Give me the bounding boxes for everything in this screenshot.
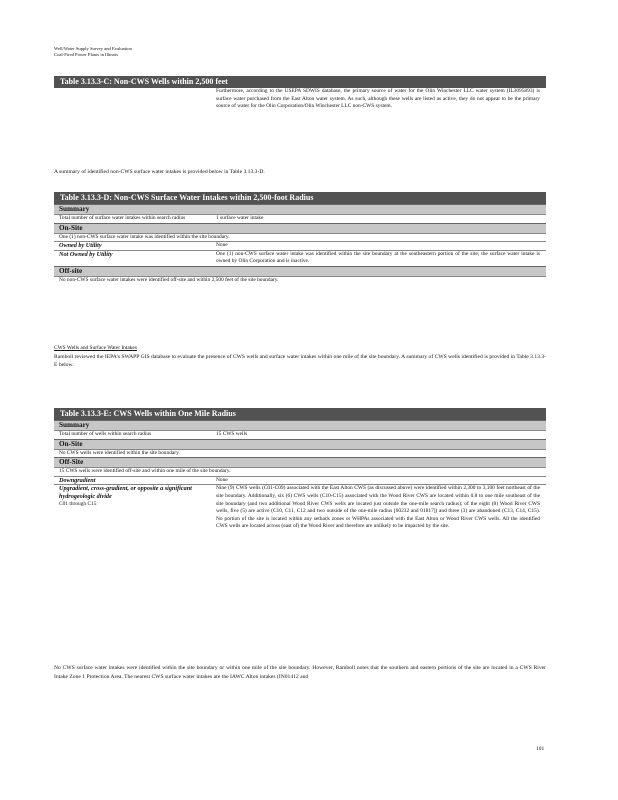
running-header xyxy=(54,46,254,58)
table-c-continued-row xyxy=(54,88,546,111)
table-e-summary-row xyxy=(54,430,546,439)
table-c xyxy=(54,76,546,111)
header-line-1: Well/Water Supply Survey and Evaluation xyxy=(54,46,132,51)
table-c-title: Table 3.13.3-C: Non-CWS Wells within 2,500 feet xyxy=(54,76,546,88)
table-e-up-value: Nine (9) CWS wells (C01-C09) associated with the East Alton CWS (as discussed above) were identified within 2,300 to 3,100 feet northeast of the site boundary. Additionally, six (6) CWS wells (C10-C15) associated with the Wood River CWS are located within 0.8 to one mile southeast of the site boundary (and two additional Wood River CWS wells are located just outside the one-mile search radius); of the eight (8) Wood River CWS wells, five (5) are active (C10, C11, C12 and two outside of the one-mile radius [60232 and 01817]) and three (3) are abandoned (C13, C14, C15). No portion of the site is located within any setback zones or WHPAs associated with the East Alton or Wood River CWS wells. All the identified CWS wells are located across (east of) the Wood River and therefore are unlikely to be impacted by the site. xyxy=(216,485,540,530)
table-d-onsite-label: On-Site xyxy=(54,223,546,233)
table-d-notowned-label: Not Owned by Utility xyxy=(59,250,113,258)
table-d-summary-row xyxy=(54,214,546,223)
table-e-down-value: None xyxy=(216,476,228,483)
table-e-summary-label: Summary xyxy=(54,420,546,430)
table-e-down-row xyxy=(54,476,546,485)
table-d xyxy=(54,192,546,285)
table-e-onsite-row xyxy=(54,449,546,458)
table-d-summary-label: Summary xyxy=(54,204,546,214)
table-e-up-label: Upgradient, cross-gradient, or opposite a significant hydrogeologic divide xyxy=(59,485,192,500)
table-d-title: Table 3.13.3-D: Non-CWS Surface Water Intakes within 2,500-foot Radius xyxy=(54,192,546,204)
table-d-notowned-row xyxy=(54,250,546,266)
table-e xyxy=(54,408,546,531)
table-d-summary-key: Total number of surface water intakes within search radius xyxy=(59,215,186,221)
table-d-owned-value: None xyxy=(216,242,228,249)
page-number: 101 xyxy=(536,746,545,752)
table-e-offsite-row xyxy=(54,467,546,476)
table-d-offsite-row xyxy=(54,276,546,285)
table-d-offsite-label: Off-site xyxy=(54,266,546,276)
section-cws-text: Ramboll reviewed the IEPA's SWAPP GIS database to evaluate the presence of CWS wells and surface water intakes within one mile of the site boundary. A summary of CWS wells identified is provided in Table 3.13.3-E below. xyxy=(54,353,546,369)
table-e-offsite-label: Off-Site xyxy=(54,457,546,467)
paragraph-summary-d: A summary of identified non-CWS surface water intakes is provided below in Table 3.13.3-D. xyxy=(54,169,265,175)
table-e-onsite-label: On-Site xyxy=(54,439,546,449)
table-e-summary-value: 15 CWS wells xyxy=(216,431,248,437)
table-d-owned-row xyxy=(54,241,546,250)
table-d-notowned-value: One (1) non-CWS surface water intake was identified within the site boundary at the southeastern portion of the site; the surface water intake is owned by Olin Corporation and is inactive. xyxy=(216,250,540,265)
section-cws-heading: CWS Wells and Surface Water Intakes xyxy=(54,345,137,351)
table-d-onsite-text: One (1) non-CWS surface water intake was identified within the site boundary. xyxy=(59,233,230,240)
table-e-down-label: Downgradient xyxy=(59,476,96,484)
table-e-onsite-text: No CWS wells were identified within the site boundary. xyxy=(59,449,180,456)
table-d-owned-label: Owned by Utility xyxy=(59,242,102,250)
section-cws xyxy=(54,344,546,370)
table-d-onsite-row xyxy=(54,233,546,242)
table-c-continued-text: Furthermore, according to the USEPA SDWIS database, the primary source of water for the Olin Winchester LLC water system (IL3095893) is surface water purchased from the East Alton water system. As such, although these wells are listed as active, they do not appear to be the primary source of water for the Olin Corporation/Olin Winchester LLC non-CWS system. xyxy=(216,88,540,110)
table-e-up-sub: C01 through C15 xyxy=(59,500,97,507)
table-e-up-row xyxy=(54,484,546,531)
table-e-title: Table 3.13.3-E: CWS Wells within One Mile Radius xyxy=(54,408,546,420)
table-d-summary-value: 1 surface water intake xyxy=(216,215,264,221)
table-e-summary-key: Total number of wells within search radius xyxy=(59,431,152,437)
paragraph-final: No CWS surface water intakes were identified within the site boundary or within one mile of the site boundary. However, Ramboll notes that the southern and eastern portions of the site are located in a CWS River Intake Zone 1 Protection Area. The nearest CWS surface water intakes are the IAWC Alton intakes (IN01412 and xyxy=(54,665,546,680)
table-e-offsite-text: 15 CWS wells were identified off-site and within one mile of the site boundary. xyxy=(59,468,231,475)
table-d-offsite-text: No non-CWS surface water intakes were identified off-site and within 2,500 feet of the site boundary. xyxy=(59,276,279,283)
header-line-2: Coal-Fired Power Plants in Illinois xyxy=(54,52,119,57)
